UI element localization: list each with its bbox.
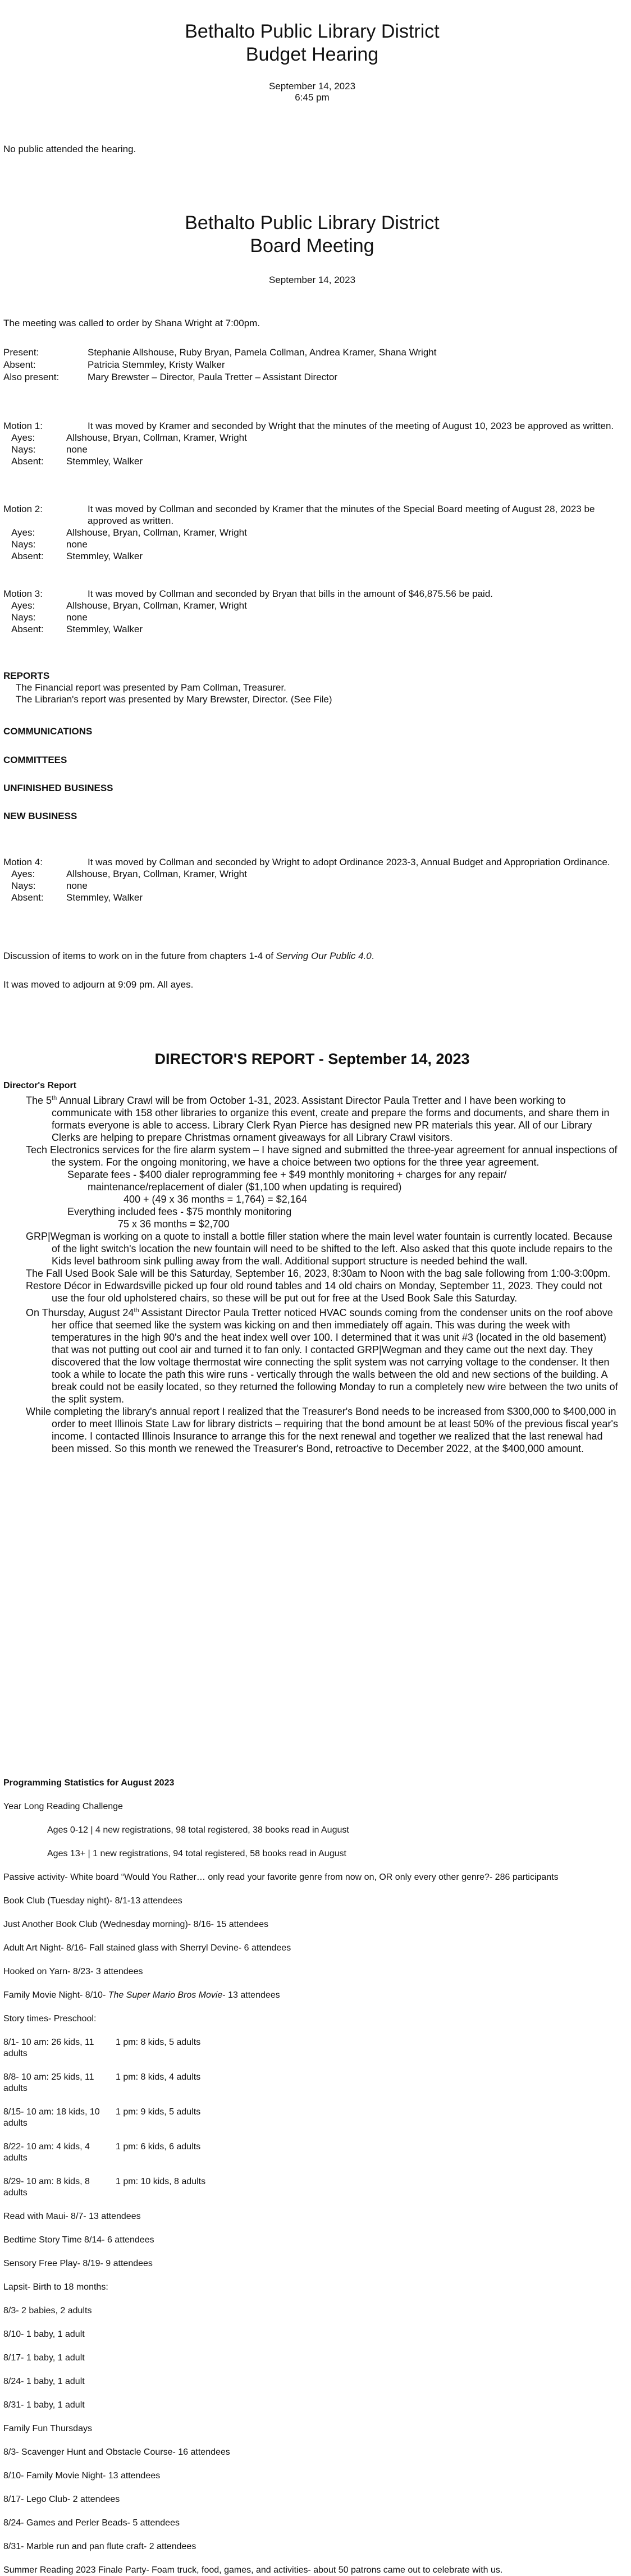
fee-option-1-calc: 400 + (49 x 36 months = 1,764) = $2,164 <box>124 1194 307 1205</box>
ayes-value: Allshouse, Bryan, Collman, Kramer, Wright <box>66 869 247 879</box>
nays-label: Nays: <box>11 539 36 550</box>
ayes-label: Ayes: <box>11 432 35 443</box>
discussion-text: Discussion of items to work on in the future from chapters 1-4 of <box>3 951 276 961</box>
adult-art-night: Adult Art Night- 8/16- Fall stained glass with Sherryl Devine- 6 attendees <box>3 1943 291 1953</box>
fee-option-2-calc: 75 x 36 months = $2,700 <box>118 1218 230 1230</box>
passive-activity: Passive activity- White board “Would You Rather… only read your favorite genre from now on, OR only every other genre?- 286 participants <box>3 1872 559 1882</box>
absent-vote-label: Absent: <box>11 892 44 903</box>
lapsit-item: 8/24- 1 baby, 1 adult <box>3 2377 85 2386</box>
reading-challenge-ages-13: Ages 13+ | 1 new registrations, 94 total registered, 58 books read in August <box>47 1849 346 1858</box>
lapsit-item: 8/17- 1 baby, 1 adult <box>3 2353 85 2363</box>
treasurer-bond-paragraph: While completing the library's annual report I realized that the Treasurer's Bond needs to be increased from $300,000 to $400,000 in order to meet Illinois State Law for library districts – requiring that the bond amount be at least 50% of the previous fiscal year's income. I contacted Illinois Insurance to arrange this for the next renewal and together we realized that the last renewal had been missed. So this month we renewed the Treasurer's Bond, retroactive to December 2022, at the $400,000 amount. <box>26 1406 618 1454</box>
committees-heading: COMMITTEES <box>3 755 67 765</box>
reading-challenge-ages-0-12: Ages 0-12 | 4 new registrations, 98 total registered, 38 books read in August <box>47 1825 349 1835</box>
board-title-line1: Bethalto Public Library District <box>185 212 440 234</box>
just-another-book-club: Just Another Book Club (Wednesday morning)- 8/16- 15 attendees <box>3 1920 268 1929</box>
motion-text: It was moved by Collman and seconded by Bryan that bills in the amount of $46,875.56 be paid. <box>88 588 493 599</box>
story-time-morning: 8/8- 10 am: 25 kids, 11 adults <box>3 2072 94 2093</box>
board-date: September 14, 2023 <box>268 275 356 285</box>
nays-label: Nays: <box>11 880 36 891</box>
library-crawl-paragraph <box>3 1092 621 1144</box>
hearing-note: No public attended the hearing. <box>3 144 136 154</box>
lapsit-heading: Lapsit- Birth to 18 months: <box>3 2282 108 2292</box>
story-times-heading: Story times- Preschool: <box>3 2014 97 2024</box>
ayes-value: Allshouse, Bryan, Collman, Kramer, Wright <box>66 432 247 443</box>
absent-vote-label: Absent: <box>11 624 44 634</box>
tech-electronics-paragraph: Tech Electronics services for the fire alarm system – I have signed and submitted the three-year agreement for annual inspections of the system. For the ongoing monitoring, we have a choice between two options for the three year agreement. <box>26 1144 618 1168</box>
family-movie-night <box>3 1990 621 2001</box>
hvac-text-rest: Assistant Director Paula Tretter noticed HVAC sounds coming from the condenser units on the roof above her office that seemed like the system was kicking on and then immediately off again. This was during the week with temperatures in the high 90's and the heat index well over 100. I determined that it was unit #3 (located in the old basement) that was not putting out cool air and turned it to fan only. I contacted GRP|Wegman and they came out the next day. They discovered that the low voltage thermostat wire connecting the split system was not carrying voltage to the condenser. It then took a while to locate the path this wire runs - vertically through the walls between the old and new sections of the building. A break could not be easily located, so they returned the following Monday to run a completely new wire between the two units of the split system. <box>52 1307 618 1405</box>
story-time-row <box>3 2107 318 2129</box>
discussion-book-title: Serving Our Public 4.0 <box>276 951 372 961</box>
story-time-morning: 8/15- 10 am: 18 kids, 10 adults <box>3 2107 100 2128</box>
hooked-on-yarn: Hooked on Yarn- 8/23- 3 attendees <box>3 1967 143 1976</box>
nays-value: none <box>66 539 88 550</box>
family-fun-item: 8/24- Games and Perler Beads- 5 attendees <box>3 2518 180 2528</box>
hearing-date: September 14, 2023 <box>268 81 356 92</box>
directors-report-body <box>3 1080 621 1455</box>
movie-night-text: Family Movie Night- 8/10- <box>3 1990 108 2000</box>
story-time-afternoon: 1 pm: 8 kids, 4 adults <box>116 2072 201 2082</box>
programming-statistics <box>3 1778 621 2576</box>
story-time-afternoon: 1 pm: 6 kids, 6 adults <box>116 2142 201 2152</box>
nays-value: none <box>66 444 88 455</box>
directors-report-subheading: Director's Report <box>3 1081 77 1090</box>
story-time-row <box>3 2072 318 2094</box>
adjournment: It was moved to adjourn at 9:09 pm. All ayes. <box>3 979 194 990</box>
hvac-paragraph <box>3 1304 621 1405</box>
story-time-row <box>3 2176 318 2199</box>
book-club: Book Club (Tuesday night)- 8/1-13 attendees <box>3 1896 182 1906</box>
also-present-members: Mary Brewster – Director, Paula Tretter – Assistant Director <box>88 372 337 382</box>
reading-challenge: Year Long Reading Challenge <box>3 1802 123 1811</box>
absent-members: Patricia Stemmley, Kristy Walker <box>88 359 225 370</box>
ayes-label: Ayes: <box>11 600 35 611</box>
family-fun-heading: Family Fun Thursdays <box>3 2424 92 2433</box>
absent-vote-label: Absent: <box>11 551 44 561</box>
present-members: Stephanie Allshouse, Ruby Bryan, Pamela Collman, Andrea Kramer, Shana Wright <box>88 347 437 358</box>
motion-label: Motion 3: <box>3 588 43 599</box>
read-with-maui: Read with Maui- 8/7- 13 attendees <box>3 2212 141 2221</box>
discussion-suffix: . <box>371 951 374 961</box>
story-time-afternoon: 1 pm: 8 kids, 5 adults <box>116 2038 201 2047</box>
board-title-line2: Board Meeting <box>250 235 374 257</box>
communications-heading: COMMUNICATIONS <box>3 726 93 737</box>
reports-heading: REPORTS <box>3 670 50 681</box>
movie-title: The Super Mario Bros Movie <box>108 1990 223 2000</box>
motion-4 <box>3 856 621 903</box>
family-fun-list <box>3 2447 621 2552</box>
family-fun-item: 8/3- Scavenger Hunt and Obstacle Course- 16 attendees <box>3 2447 230 2457</box>
summer-reading-finale: Summer Reading 2023 Finale Party- Foam truck, food, games, and activities- about 50 patrons came out to celebrate with us. <box>3 2565 503 2575</box>
story-time-morning: 8/1- 10 am: 26 kids, 11 adults <box>3 2038 94 2058</box>
bedtime-story-time: Bedtime Story Time 8/14- 6 attendees <box>3 2235 154 2245</box>
reports-section <box>3 670 621 705</box>
motion-label: Motion 1: <box>3 421 43 431</box>
board-meeting-header <box>3 212 621 286</box>
absent-vote-value: Stemmley, Walker <box>66 456 143 467</box>
story-time-row <box>3 2141 318 2164</box>
ayes-label: Ayes: <box>11 527 35 538</box>
absent-vote-value: Stemmley, Walker <box>66 624 143 634</box>
nays-label: Nays: <box>11 612 36 623</box>
new-business-heading: NEW BUSINESS <box>3 811 77 821</box>
lapsit-list <box>3 2305 621 2411</box>
motion-3 <box>3 588 621 635</box>
motion-text: It was moved by Kramer and seconded by Wright that the minutes of the meeting of August 10, 2023 be approved as written. <box>88 421 614 431</box>
grp-wegman-paragraph: GRP|Wegman is working on a quote to install a bottle filler station where the main level water fountain is currently located. Because of the light switch's location the new fountain will need to be shifted to the left. Also asked that this quote include repairs to the Kids level bathroom sink pulling away from the wall. Additional support structure is needed behind the wall. <box>26 1231 613 1267</box>
crawl-text-rest: Annual Library Crawl will be from October 1-31, 2023. Assistant Director Paula Tretter and I have been working to communicate with 158 other libraries to organize this event, create and prepare the forms and documents, and share them in formats everyone is able to access. Library Clerk Ryan Pierce has designed new PR materials this year. All of our Library Clerks are helping to prepare Christmas ornament giveaways for all Library Crawl visitors. <box>52 1095 610 1143</box>
motion-label: Motion 4: <box>3 857 43 867</box>
sensory-free-play: Sensory Free Play- 8/19- 9 attendees <box>3 2259 153 2268</box>
ayes-label: Ayes: <box>11 869 35 879</box>
call-to-order: The meeting was called to order by Shana Wright at 7:00pm. <box>3 318 260 328</box>
motion-label: Motion 2: <box>3 504 43 514</box>
nays-value: none <box>66 612 88 623</box>
absent-label: Absent: <box>3 359 36 370</box>
story-time-morning: 8/22- 10 am: 4 kids, 4 adults <box>3 2142 90 2163</box>
motion-text: It was moved by Collman and seconded by Kramer that the minutes of the Special Board meeting of August 28, 2023 be approved as written. <box>88 504 595 526</box>
attendance-roster <box>3 346 621 383</box>
motion-2 <box>3 503 621 562</box>
lapsit-item: 8/31- 1 baby, 1 adult <box>3 2400 85 2410</box>
book-sale-paragraph: The Fall Used Book Sale will be this Saturday, September 16, 2023, 8:30am to Noon with the bag sale following from 1:00-3:00pm. <box>26 1268 611 1279</box>
librarian-report: The Librarian's report was presented by Mary Brewster, Director. (See File) <box>16 694 332 705</box>
crawl-text-start: The 5 <box>26 1095 52 1106</box>
lapsit-item: 8/3- 2 babies, 2 adults <box>3 2306 92 2315</box>
hvac-ordinal: th <box>134 1307 139 1314</box>
financial-report: The Financial report was presented by Pam Collman, Treasurer. <box>16 682 286 693</box>
family-fun-item: 8/10- Family Movie Night- 13 attendees <box>3 2471 161 2481</box>
story-times-list <box>3 2037 621 2199</box>
absent-vote-value: Stemmley, Walker <box>66 892 143 903</box>
present-label: Present: <box>3 347 39 358</box>
family-fun-item: 8/31- Marble run and pan flute craft- 2 attendees <box>3 2542 196 2551</box>
lapsit-item: 8/10- 1 baby, 1 adult <box>3 2330 85 2339</box>
motion-1 <box>3 420 621 467</box>
nays-label: Nays: <box>11 444 36 455</box>
crawl-ordinal: th <box>52 1095 57 1102</box>
fee-option-2: Everything included fees - $75 monthly monitoring <box>67 1206 292 1217</box>
stats-heading: Programming Statistics for August 2023 <box>3 1778 175 1788</box>
fee-option-1: Separate fees - $400 dialer reprogramming fee + $49 monthly monitoring + charges for any repair/ maintenance/replacement of dialer ($1,100 when updating is required) <box>67 1169 507 1193</box>
movie-night-attendees: - 13 attendees <box>222 1990 280 2000</box>
story-time-row <box>3 2037 318 2059</box>
unfinished-business-heading: UNFINISHED BUSINESS <box>3 783 113 793</box>
hearing-title-line2: Budget Hearing <box>245 44 379 65</box>
nays-value: none <box>66 880 88 891</box>
also-present-label: Also present: <box>3 372 60 382</box>
motion-text: It was moved by Collman and seconded by Wright to adopt Ordinance 2023-3, Annual Budget and Appropriation Ordinance. <box>88 857 610 867</box>
hearing-title-line1: Bethalto Public Library District <box>185 21 440 42</box>
story-time-afternoon: 1 pm: 9 kids, 5 adults <box>116 2107 201 2117</box>
absent-vote-label: Absent: <box>11 456 44 467</box>
hvac-text-start: On Thursday, August 24 <box>26 1307 134 1318</box>
restore-decor-paragraph: Restore Décor in Edwardsville picked up four old round tables and 14 old chairs on Monday, September 11, 2023. They could not use the four old upholstered chairs, so these will be put out for free at the Used Book Sale this Saturday. <box>26 1280 602 1304</box>
discussion-note <box>3 950 621 962</box>
budget-hearing-header <box>3 20 621 103</box>
ayes-value: Allshouse, Bryan, Collman, Kramer, Wright <box>66 600 247 611</box>
family-fun-item: 8/17- Lego Club- 2 attendees <box>3 2495 120 2504</box>
hearing-time: 6:45 pm <box>295 92 330 103</box>
absent-vote-value: Stemmley, Walker <box>66 551 143 561</box>
story-time-afternoon: 1 pm: 10 kids, 8 adults <box>116 2177 206 2186</box>
directors-report-title: DIRECTOR'S REPORT - September 14, 2023 <box>154 1051 470 1067</box>
ayes-value: Allshouse, Bryan, Collman, Kramer, Wright <box>66 527 247 538</box>
story-time-morning: 8/29- 10 am: 8 kids, 8 adults <box>3 2177 90 2198</box>
